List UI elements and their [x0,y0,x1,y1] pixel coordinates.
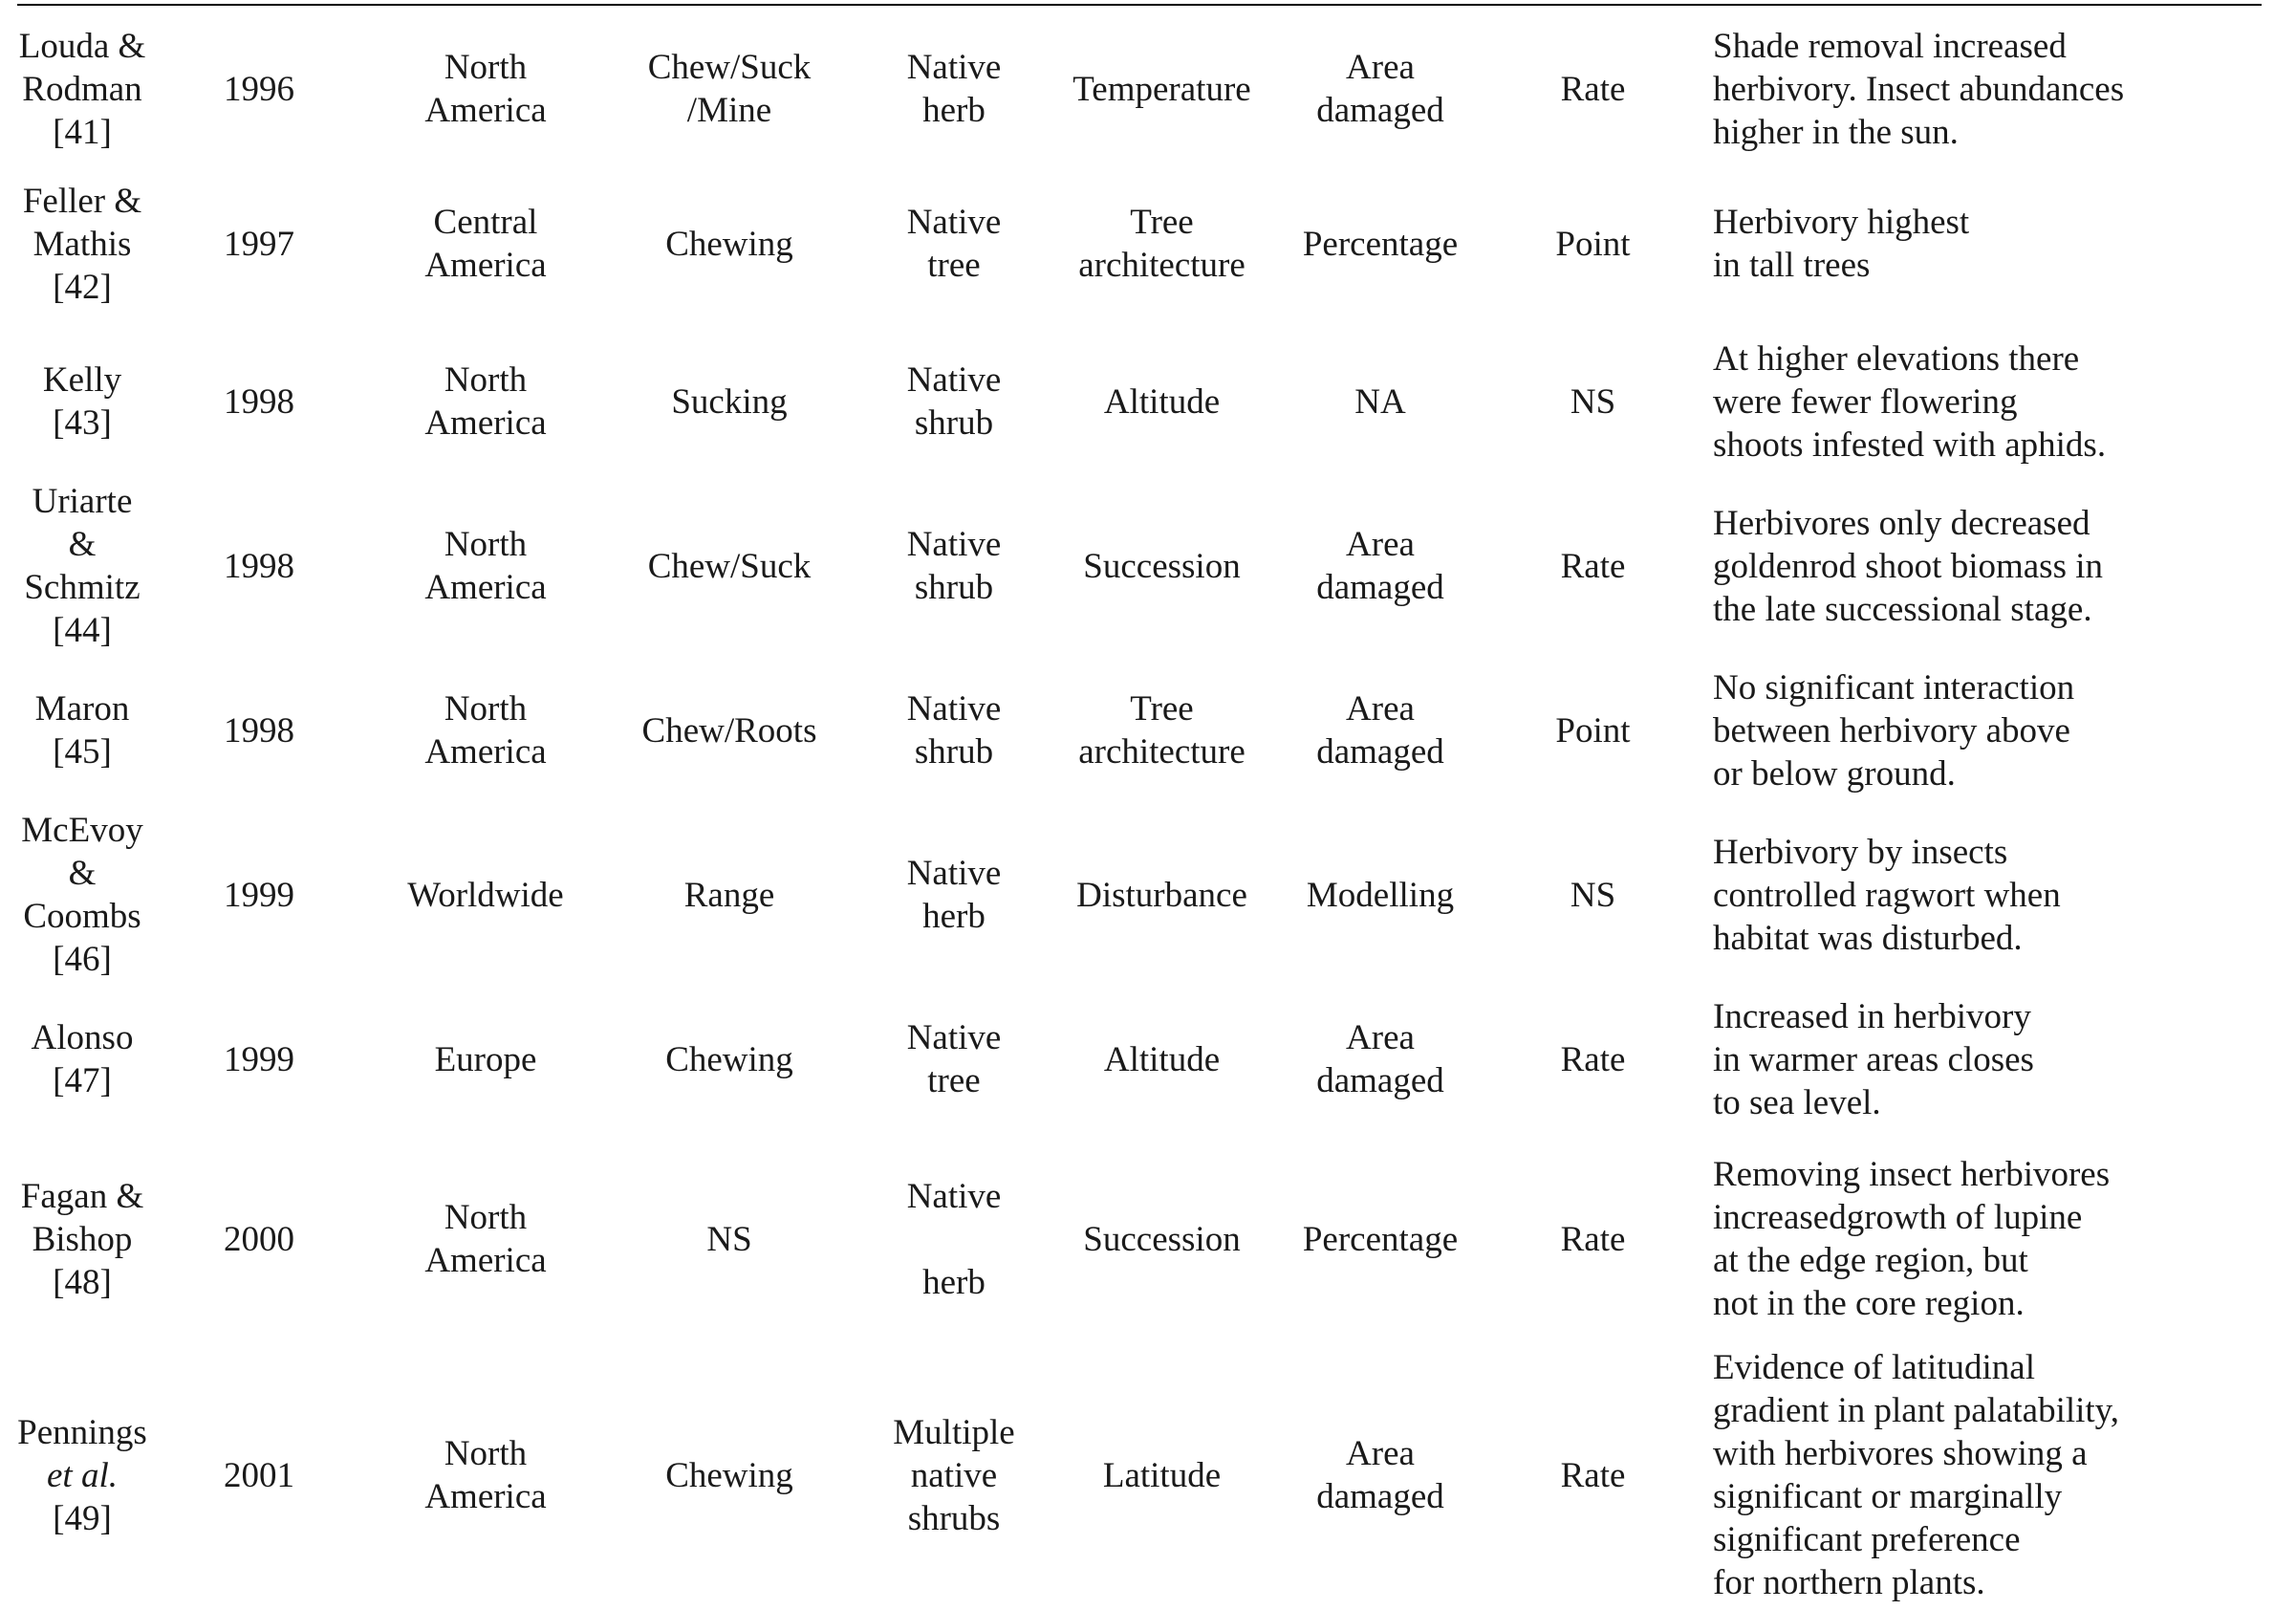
finding-cell: Increased in herbivory in warmer areas closes to sea level. [1713,996,2034,1122]
type-cell: Rate [1560,1455,1626,1495]
feeding-cell: Chew/Roots [641,710,817,751]
year-cell: 2001 [224,1455,294,1495]
year-cell: 1998 [224,710,294,751]
host-cell: Native herb [906,1176,1002,1302]
table-row [17,652,2262,809]
measure-cell: Modelling [1306,875,1455,915]
factor-cell: Tree architecture [1078,689,1245,772]
region-cell: North America [424,1434,547,1516]
finding-cell: No significant interaction between herbivory above or below ground. [1713,667,2075,794]
finding-cell: Herbivores only decreased goldenrod shoot biomass in the late successional stage. [1713,503,2104,629]
region-cell: Central America [424,203,547,285]
feeding-cell: Chewing [665,224,793,264]
region-cell: North America [424,360,547,443]
factor-cell: Temperature [1072,69,1251,109]
year-cell: 1999 [224,875,294,915]
type-cell: Rate [1560,1039,1626,1079]
table-row [17,323,2262,480]
host-cell: Native tree [906,1018,1002,1100]
feeding-cell: Chewing [665,1455,793,1495]
finding-cell: At higher elevations there were fewer flowering shoots infested with aphids. [1713,338,2107,465]
finding-cell: Herbivory highest in tall trees [1713,203,1970,285]
year-cell: 1998 [224,546,294,586]
measure-cell: Area damaged [1316,1018,1444,1100]
region-cell: North America [424,525,547,607]
author-cell: Alonso [47] [31,1018,134,1100]
host-cell: Native shrub [906,689,1002,772]
finding-cell: Removing insect herbivores increasedgrowth of lupine at the edge region, but not in the core region. [1713,1155,2111,1323]
author-cell: Uriarte & Schmitz [44] [24,482,141,650]
host-cell: Multiple native shrubs [893,1412,1015,1538]
feeding-cell: Sucking [671,381,788,422]
table-row [17,13,2262,164]
factor-cell: Latitude [1102,1455,1222,1495]
year-cell: 1999 [224,1039,294,1079]
author-cell: Feller & Mathis [42] [22,181,142,307]
measure-cell: Area damaged [1316,48,1444,130]
type-cell: Point [1555,710,1631,751]
host-cell: Native herb [906,854,1002,936]
table-row [17,480,2262,652]
type-cell: Rate [1560,546,1626,586]
region-cell: North America [424,689,547,772]
measure-cell: NA [1354,381,1406,422]
year-cell: 1996 [224,69,294,109]
finding-cell: Shade removal increased herbivory. Insect abundances higher in the sun. [1713,26,2125,152]
feeding-cell: Range [683,875,775,915]
factor-cell: Tree architecture [1078,203,1245,285]
finding-cell: Evidence of latitudinal gradient in plant palatability, with herbivores showing a significant or marginally significant preference for northern plants. [1713,1348,2120,1602]
author-cell: McEvoy & Coombs [46] [21,811,143,979]
feeding-cell: NS [706,1219,752,1259]
table-row [17,164,2262,323]
table-row [17,981,2262,1138]
type-cell: NS [1570,875,1616,915]
host-cell: Native shrub [906,525,1002,607]
measure-cell: Percentage [1302,224,1459,264]
author-cell: Pennings et al. [49] [17,1412,147,1538]
type-cell: Rate [1560,69,1626,109]
region-cell: Europe [434,1039,537,1079]
measure-cell: Area damaged [1316,1434,1444,1516]
feeding-cell: Chew/Suck [647,546,812,586]
region-cell: Worldwide [407,875,564,915]
type-cell: Point [1555,224,1631,264]
author-cell: Kelly [43] [42,360,122,443]
author-cell: Louda & Rodman [41] [18,26,146,152]
finding-cell: Herbivory by insects controlled ragwort when habitat was disturbed. [1713,832,2061,958]
studies-table [17,13,2262,1610]
table-top-rule [17,4,2262,6]
measure-cell: Area damaged [1316,525,1444,607]
host-cell: Native shrub [906,360,1002,443]
feeding-cell: Chewing [665,1039,793,1079]
factor-cell: Altitude [1103,1039,1221,1079]
feeding-cell: Chew/Suck /Mine [647,48,812,130]
year-cell: 1998 [224,381,294,422]
table-row [17,1340,2262,1610]
year-cell: 2000 [224,1219,294,1259]
author-cell: Maron [45] [34,689,130,772]
table-row [17,809,2262,981]
host-cell: Native tree [906,203,1002,285]
author-cell: Fagan & Bishop [48] [20,1176,144,1302]
factor-cell: Altitude [1103,381,1221,422]
region-cell: North America [424,48,547,130]
factor-cell: Disturbance [1076,875,1247,915]
measure-cell: Area damaged [1316,689,1444,772]
region-cell: North America [424,1198,547,1280]
type-cell: Rate [1560,1219,1626,1259]
factor-cell: Succession [1083,1219,1241,1259]
measure-cell: Percentage [1302,1219,1459,1259]
type-cell: NS [1570,381,1616,422]
host-cell: Native herb [906,48,1002,130]
year-cell: 1997 [224,224,294,264]
factor-cell: Succession [1083,546,1241,586]
table-row [17,1138,2262,1340]
